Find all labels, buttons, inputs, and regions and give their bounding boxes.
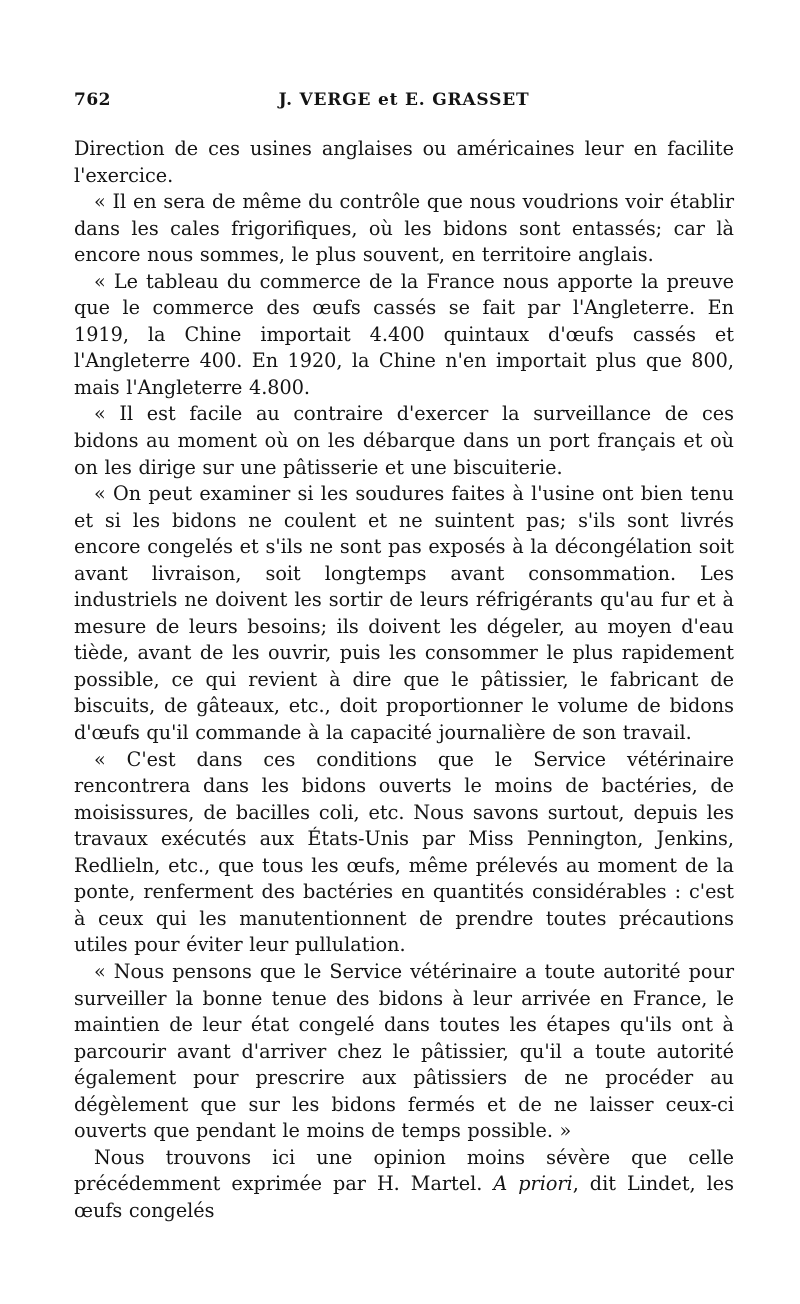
page-header xyxy=(74,90,734,116)
paragraph: « C'est dans ces conditions que le Service vétérinaire rencontrera dans les bidons ouverts le moins de bactéries, de moisissures, de bacilles coli, etc. Nous savons surtout, depuis les travaux exécutés aux États-Unis par Miss Pennington, Jenkins, Redlieln, etc., que tous les œufs, même prélevés au moment de la ponte, renferment des bactéries en quantités considérables : c'est à ceux qui les manutentionnent de prendre toutes précautions utiles pour éviter leur pullulation. xyxy=(74,747,734,957)
paragraph-text: Nous trouvons ici une opinion moins sévère que celle précédemment exprimée par H. Martel. xyxy=(74,1145,734,1196)
paragraph: « Le tableau du commerce de la France nous apporte la preuve que le commerce des œufs cassés se fait par l'Angleterre. En 1919, la Chine importait 4.400 quintaux d'œufs cassés et l'Angleterre 400. En 1920, la Chine n'en importait plus que 800, mais l'Angleterre 4.800. xyxy=(74,269,734,399)
paragraph: « Il est facile au contraire d'exercer la surveillance de ces bidons au moment où on les débarque dans un port français et où on les dirige sur une pâtisserie et une biscuiterie. xyxy=(74,402,734,479)
running-head: J. VERGE et E. GRASSET xyxy=(278,90,530,110)
italic-phrase: A priori xyxy=(493,1172,573,1196)
paragraph: « On peut examiner si les soudures faites à l'usine ont bien tenu et si les bidons ne coulent et ne suintent pas; s'ils sont livrés encore congelés et s'ils ne sont pas exposés à la décongélation soit avant livraison, soit longtemps avant consommation. Les industriels ne doivent les sortir de leurs réfrigérants qu'au fur et à mesure de leurs besoins; ils doivent les dégeler, au moyen d'eau tiède, avant de les ouvrir, puis les consommer le plus rapidement possible, ce qui revient à dire que le pâtissier, le fabricant de biscuits, de gâteaux, etc., doit proportionner le volume de bidons d'œufs qu'il commande à la capacité journalière de son travail. xyxy=(74,482,734,745)
paragraph xyxy=(74,1145,734,1225)
page-number: 762 xyxy=(74,90,111,110)
paragraph: « Nous pensons que le Service vétérinaire a toute autorité pour surveiller la bonne tenue des bidons à leur arrivée en France, le maintien de leur état congelé dans toutes les étapes qu'ils ont à parcourir avant d'arriver chez le pâtissier, qu'il a toute autorité également pour prescrire aux pâtissiers de ne procéder au dégèlement que sur les bidons fermés et de ne laisser ceux-ci ouverts que pendant le moins de temps possible. » xyxy=(74,959,734,1143)
body-text xyxy=(74,136,734,1224)
paragraph: Direction de ces usines anglaises ou américaines leur en facilite l'exercice. xyxy=(74,137,734,187)
paragraph-text: , dit Lindet, les œufs congelés xyxy=(74,1172,734,1222)
paragraph: « Il en sera de même du contrôle que nous voudrions voir établir dans les cales frigorifiques, où les bidons sont entassés; car là encore nous sommes, le plus souvent, en territoire anglais. xyxy=(74,190,734,267)
